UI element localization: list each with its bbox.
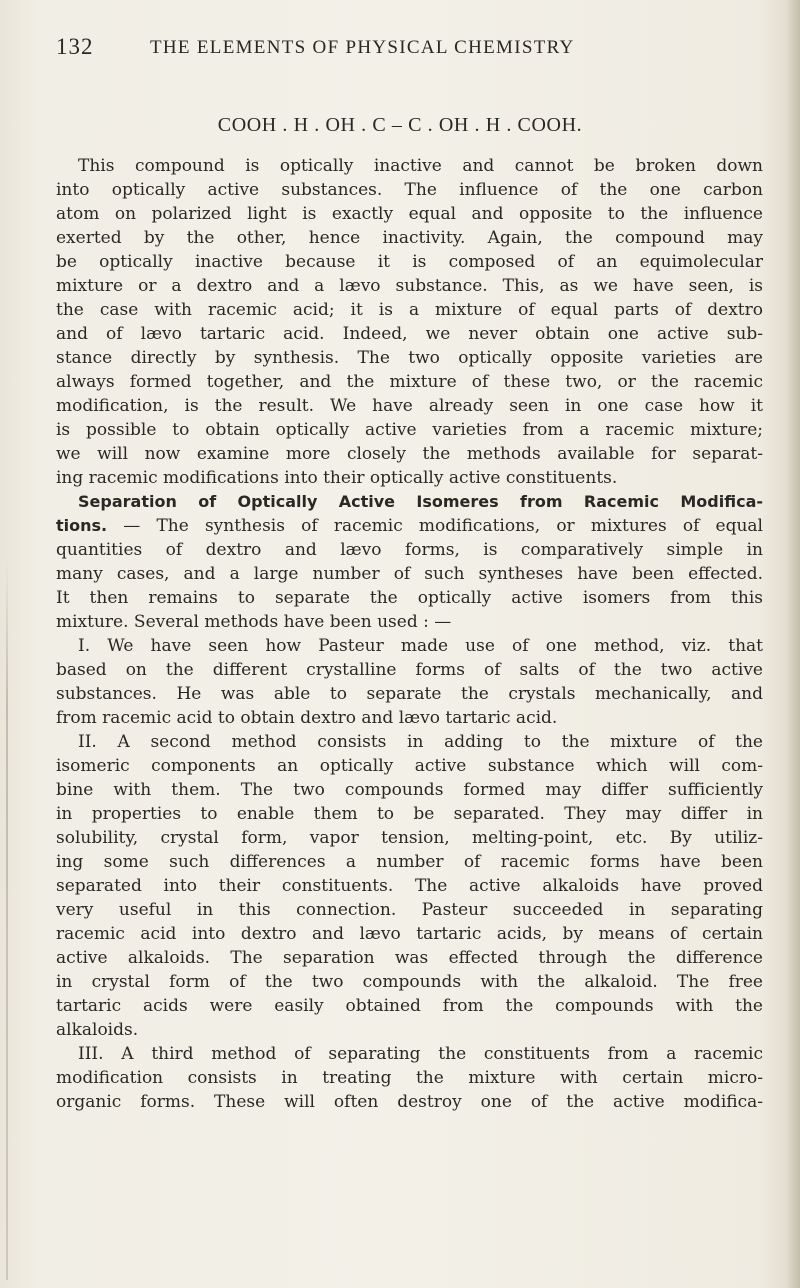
line-text: atom on polarized light is exactly equal and opposite to the influence — [56, 204, 763, 224]
line-text: and of lævo tartaric acid. Indeed, we never obtain one active sub- — [56, 324, 763, 344]
text-line — [56, 394, 763, 418]
text-line — [56, 1066, 763, 1090]
line-text: is possible to obtain optically active varieties from a racemic mixture; — [56, 420, 763, 440]
text-line — [56, 730, 763, 754]
text-line — [56, 1090, 763, 1114]
text-line — [56, 850, 763, 874]
line-text: modification, is the result. We have already seen in one case how it — [56, 396, 763, 416]
line-text: alkaloids. — [56, 1020, 139, 1040]
line-text: mixture or a dextro and a lævo substance. This, as we have seen, is — [56, 276, 763, 296]
text-line — [56, 1018, 763, 1042]
line-text: I. We have seen how Pasteur made use of one method, viz. that — [78, 636, 763, 656]
line-text: very useful in this connection. Pasteur succeeded in separating — [56, 900, 763, 920]
line-text: tartaric acids were easily obtained from the compounds with the — [56, 996, 763, 1016]
line-text: It then remains to separate the optically active isomers from this — [56, 588, 763, 608]
line-text: mixture. Several methods have been used : — — [56, 612, 452, 632]
chemical-formula: COOH . H . OH . C – C . OH . H . COOH. — [217, 114, 583, 136]
text-line — [56, 826, 763, 850]
line-text: we will now examine more closely the methods available for separat- — [56, 444, 763, 464]
line-text: be optically inactive because it is composed of an equimolecular — [56, 252, 763, 272]
line-text: from racemic acid to obtain dextro and lævo tartaric acid. — [56, 708, 558, 728]
line-text: ing racemic modifications into their optically active constituents. — [56, 468, 618, 488]
line-text: exerted by the other, hence inactivity. Again, the compound may — [56, 228, 763, 248]
line-text: This compound is optically inactive and cannot be broken down — [78, 156, 763, 176]
line-text: separated into their constituents. The active alkaloids have proved — [56, 876, 763, 896]
line-text: ing some such differences a number of racemic forms have been — [56, 852, 763, 872]
text-line — [56, 778, 763, 802]
text-line — [56, 754, 763, 778]
line-text: in crystal form of the two compounds with the alkaloid. The free — [56, 972, 763, 992]
text-line — [56, 922, 763, 946]
text-line — [56, 370, 763, 394]
text-line — [56, 346, 763, 370]
line-text: into optically active substances. The influence of the one carbon — [56, 180, 763, 200]
line-text: racemic acid into dextro and lævo tartaric acids, by means of certain — [56, 924, 763, 944]
line-text: the case with racemic acid; it is a mixture of equal parts of dextro — [56, 300, 763, 320]
text-line — [56, 610, 763, 634]
line-text: bine with them. The two compounds formed may differ sufficiently — [56, 780, 763, 800]
text-line — [56, 994, 763, 1018]
line-text: stance directly by synthesis. The two optically opposite varieties are — [56, 348, 763, 368]
text-line — [56, 274, 763, 298]
text-line — [56, 586, 763, 610]
text-line — [56, 898, 763, 922]
text-line — [56, 322, 763, 346]
text-line — [56, 946, 763, 970]
line-text: active alkaloids. The separation was effected through the difference — [56, 948, 763, 968]
line-text: based on the different crystalline forms of salts of the two active — [56, 660, 763, 680]
text-line — [56, 466, 763, 490]
page-header — [56, 34, 756, 64]
text-line — [56, 634, 763, 658]
text-line — [56, 970, 763, 994]
line-text: solubility, crystal form, vapor tension, melting-point, etc. By utiliz- — [56, 828, 763, 848]
line-text: many cases, and a large number of such syntheses have been effected. — [56, 564, 763, 584]
text-line — [56, 1042, 763, 1066]
line-text: substances. He was able to separate the crystals mechanically, and — [56, 684, 763, 704]
text-line — [56, 682, 763, 706]
running-head: THE ELEMENTS OF PHYSICAL CHEMISTRY — [150, 37, 575, 58]
text-line — [56, 202, 763, 226]
text-line — [56, 706, 763, 730]
text-line — [56, 298, 763, 322]
section-heading-line — [56, 490, 763, 514]
text-line — [56, 154, 763, 178]
line-text: modification consists in treating the mixture with certain micro- — [56, 1068, 763, 1088]
section-heading: Separation of Optically Active Isomeres from Racemic Modifica- — [78, 492, 763, 511]
page-number: 132 — [56, 34, 94, 59]
text-line — [56, 658, 763, 682]
text-line — [56, 250, 763, 274]
line-text: II. A second method consists in adding to the mixture of the — [78, 732, 763, 752]
text-line — [56, 178, 763, 202]
line-text: organic forms. These will often destroy one of the active modifica- — [56, 1092, 763, 1112]
line-text: in properties to enable them to be separated. They may differ in — [56, 804, 763, 824]
section-heading-line — [56, 514, 763, 538]
line-text: quantities of dextro and lævo forms, is comparatively simple in — [56, 540, 763, 560]
text-line — [56, 226, 763, 250]
text-line — [56, 442, 763, 466]
text-line — [56, 874, 763, 898]
line-text: isomeric components an optically active substance which will com- — [56, 756, 763, 776]
page-edge-shadow — [6, 560, 8, 1280]
body-text — [56, 154, 763, 1114]
text-line — [56, 538, 763, 562]
text-line — [56, 418, 763, 442]
line-text: always formed together, and the mixture of these two, or the racemic — [56, 372, 763, 392]
binding-shadow — [786, 0, 800, 1288]
section-heading: tions. — [56, 516, 108, 535]
line-text: — The synthesis of racemic modifications, or mixtures of equal — [107, 516, 763, 536]
text-line — [56, 562, 763, 586]
line-text: III. A third method of separating the constituents from a racemic — [78, 1044, 763, 1064]
text-line — [56, 802, 763, 826]
